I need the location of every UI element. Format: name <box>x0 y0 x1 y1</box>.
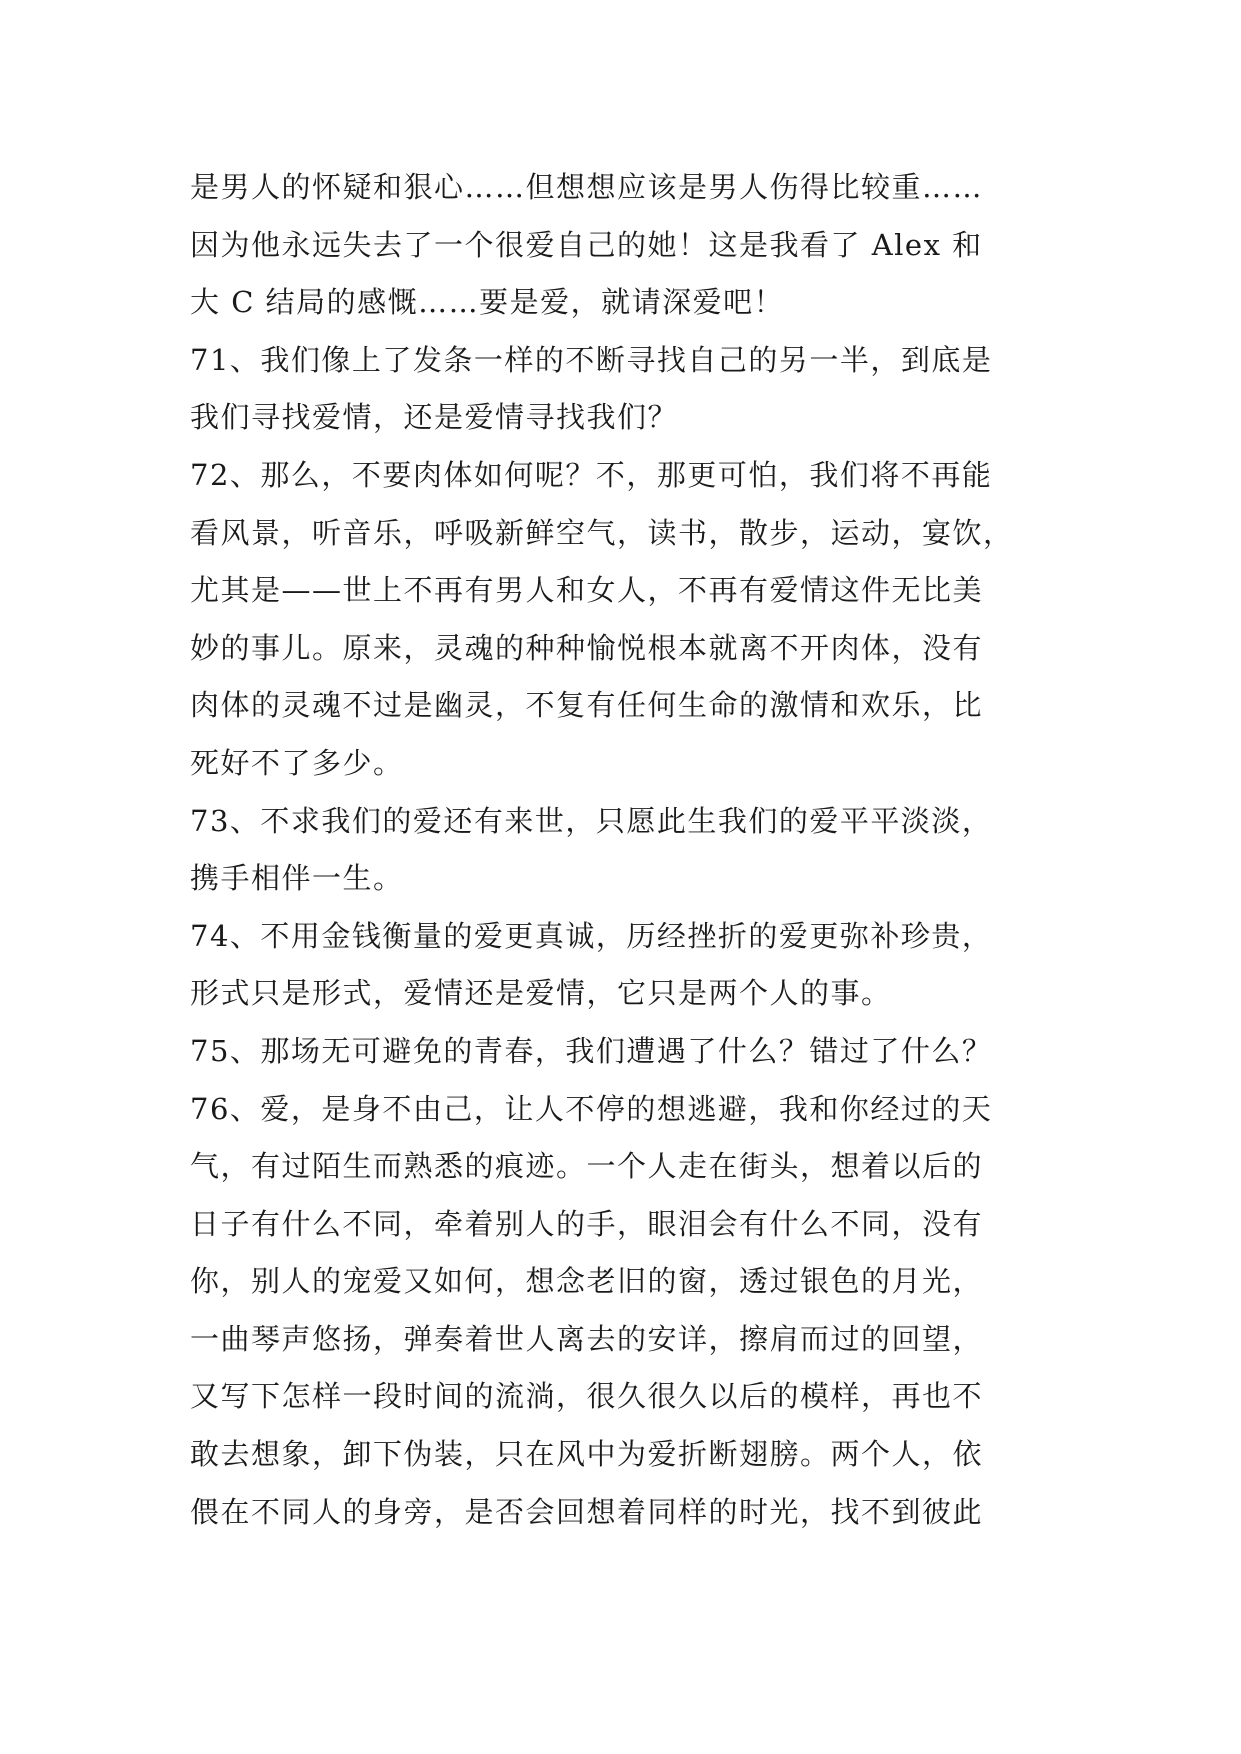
item-76-line-3: 日子有什么不同，牵着别人的手，眼泪会有什么不同，没有 <box>190 1206 984 1241</box>
item-72-line-1: 72、那么，不要肉体如何呢？不，那更可怕，我们将不再能 <box>190 457 993 492</box>
item-72-line-2: 看风景，听音乐，呼吸新鲜空气，读书，散步，运动，宴饮， <box>190 515 1014 550</box>
item-76-line-4: 你，别人的宠爱又如何，想念老旧的窗，透过银色的月光， <box>190 1264 984 1299</box>
item-72-line-5: 肉体的灵魂不过是幽灵，不复有任何生命的激情和欢乐，比 <box>190 688 984 723</box>
item-71-line-1: 71、我们像上了发条一样的不断寻找自己的另一半，到底是 <box>190 342 993 377</box>
item-72-line-4: 妙的事儿。原来，灵魂的种种愉悦根本就离不开肉体，没有 <box>190 630 984 665</box>
item-71-line-2: 我们寻找爱情，还是爱情寻找我们？ <box>190 400 679 435</box>
item-76-line-6: 又写下怎样一段时间的流淌，很久很久以后的模样，再也不 <box>190 1379 984 1414</box>
item-74-line-1: 74、不用金钱衡量的爱更真诚，历经挫折的爱更弥补珍贵， <box>190 918 993 953</box>
item-76-line-1: 76、爱，是身不由己，让人不停的想逃避，我和你经过的天 <box>190 1091 993 1126</box>
item-73-line-1: 73、不求我们的爱还有来世，只愿此生我们的爱平平淡淡， <box>190 803 993 838</box>
item-76-line-5: 一曲琴声悠扬，弹奏着世人离去的安详，擦肩而过的回望， <box>190 1321 984 1356</box>
item-76-line-7: 敢去想象，卸下伪装，只在风中为爱折断翅膀。两个人，依 <box>190 1437 984 1472</box>
item-74-line-2: 形式只是形式，爱情还是爱情，它只是两个人的事。 <box>190 976 892 1011</box>
item-76-line-2: 气，有过陌生而熟悉的痕迹。一个人走在街头，想着以后的 <box>190 1149 984 1184</box>
item-76-line-8: 偎在不同人的身旁，是否会回想着同样的时光，找不到彼此 <box>190 1494 984 1529</box>
text-line-2: 因为他永远失去了一个很爱自己的她！这是我看了 Alex 和 <box>190 227 983 262</box>
text-line-1: 是男人的怀疑和狠心……但想想应该是男人伤得比较重…… <box>190 170 984 204</box>
item-72-line-3: 尤其是——世上不再有男人和女人，不再有爱情这件无比美 <box>190 573 984 608</box>
item-75-line-1: 75、那场无可避免的青春，我们遭遇了什么？错过了什么？ <box>190 1033 993 1068</box>
text-line-3: 大 C 结局的感慨……要是爱，就请深爱吧！ <box>190 285 785 320</box>
item-72-line-6: 死好不了多少。 <box>190 745 404 780</box>
document-body <box>190 159 1070 1541</box>
item-73-line-2: 携手相伴一生。 <box>190 861 404 896</box>
